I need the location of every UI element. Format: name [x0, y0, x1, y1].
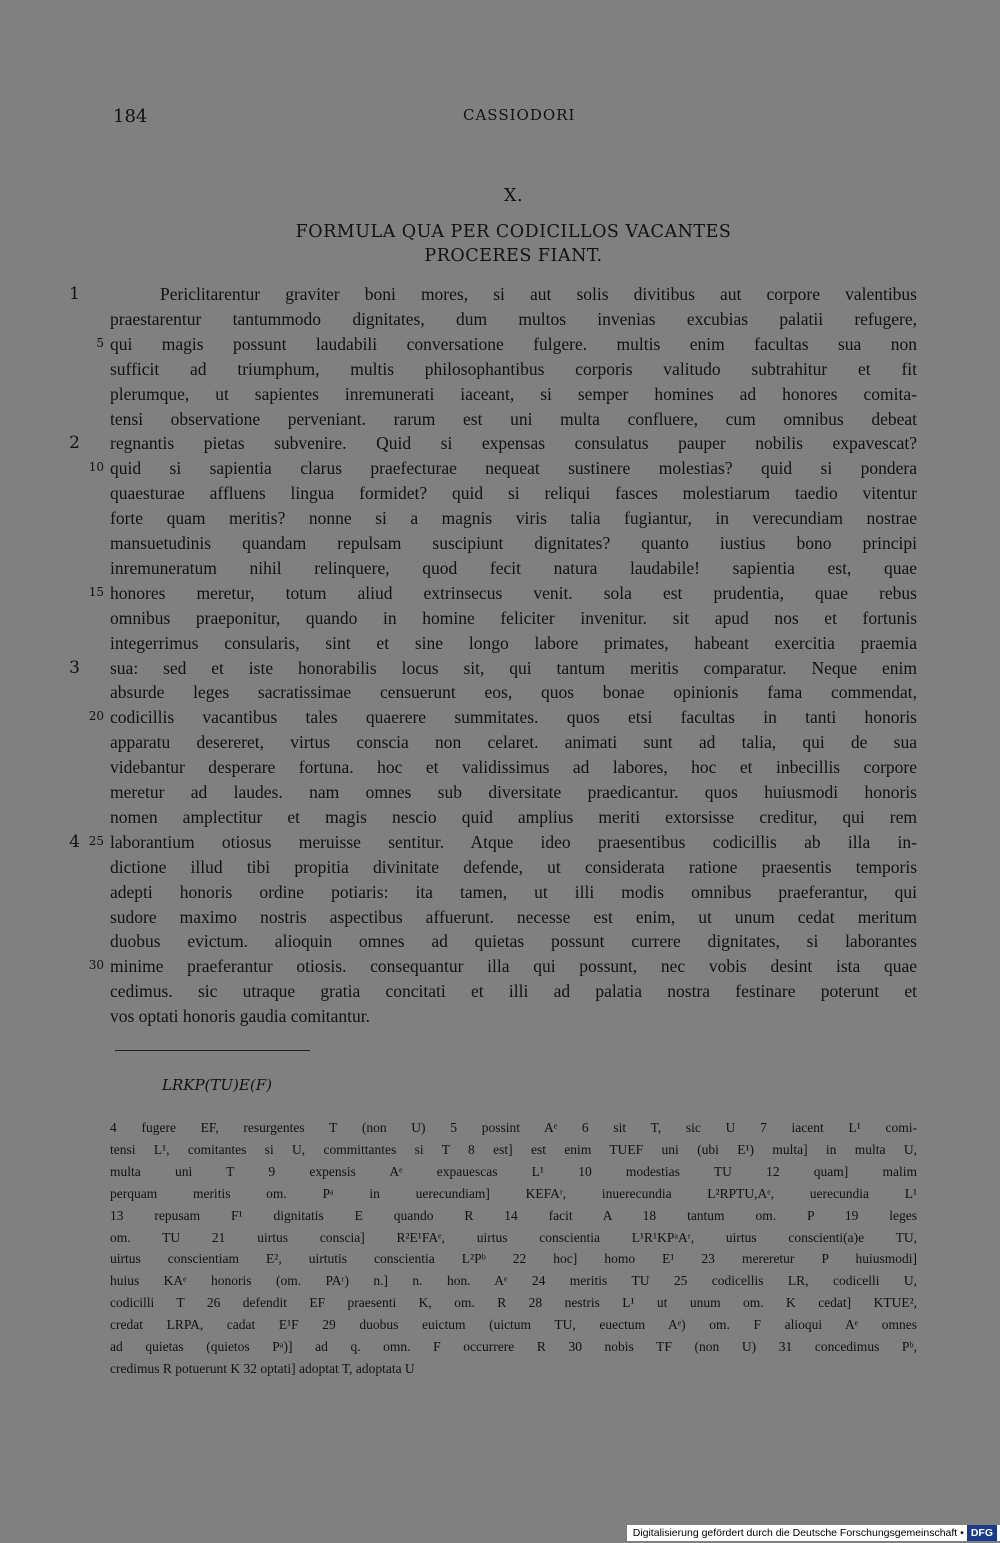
apparatus-line: 4 fugere EF, resurgentes T (non U) 5 possint Aᵉ 6 sit T, sic U 7 iacent L¹ comi-	[110, 1120, 917, 1135]
text-line: vos optati honoris gaudia comitantur.	[110, 1006, 371, 1027]
section-title-line-1: FORMULA QUA PER CODICILLOS VACANTES	[295, 222, 732, 242]
text-line: sudore maximo nostris aspectibus affuerunt. necesse est enim, ut unum cedat meritum	[110, 906, 917, 927]
page-number: 184	[113, 106, 148, 127]
text-line: inremuneratum nihil relinquere, quod fecit natura laudabile! sapientia est, quae	[110, 557, 917, 578]
apparatus-line: huius KAᵉ honoris (om. PAʳ) n.] n. hon. Aᵉ 24 meritis TU 25 codicellis LR, codicelli U,	[110, 1273, 917, 1289]
text-line: regnantis pietas subvenire. Quid si expensas consulatus pauper nobilis expavescat?	[110, 433, 917, 454]
text-line: Periclitarentur graviter boni mores, si aut solis divitibus aut corpore valentibus	[160, 284, 917, 304]
text-line: qui magis possunt laudabili conversatione fulgere. multis enim facultas sua non	[110, 333, 917, 354]
apparatus-line: 13 repusam F¹ dignitatis E quando R 14 facit A 18 tantum om. P 19 leges	[110, 1207, 917, 1223]
text-line: forte quam meritis? nonne si a magnis viris talia fugiantur, in verecundiam nostrae	[110, 508, 917, 529]
apparatus-line: tensi L¹, comitantes si U, committantes si T 8 est] est enim TUEF uni (ubi E¹) multa] in multa U,	[110, 1141, 917, 1157]
text-line: sufficit ad triumphum, multis philosophantibus corporis valitudo subtrahitur et fit	[110, 358, 917, 379]
section-number: X.	[503, 186, 524, 206]
text-line: honores meretur, totum aliud extrinsecus venit. sola est prudentia, quae rebus	[110, 582, 917, 603]
text-line: quid si sapientia clarus praefecturae nequeat sustinere molestias? quid si pondera	[110, 458, 917, 479]
footer-credit-text: Digitalisierung gefördert durch die Deutsche Forschungsgemeinschaft •	[632, 1527, 964, 1539]
apparatus-line: om. TU 21 uirtus conscia] R²E¹FAᵉ, uirtus conscientia L¹R¹KPᵃAʳ, uirtus conscienti(a)e TU,	[110, 1229, 917, 1245]
paragraph-number: 1	[69, 284, 80, 304]
text-line: tensi observatione perveniant. rarum est uni multa confluere, cum omnibus debeat	[110, 408, 917, 429]
text-line: sua: sed et iste honorabilis locus sit, qui tantum meritis comparatur. Neque enim	[110, 657, 917, 678]
line-number: 15	[88, 584, 104, 599]
text-line: minime praeferantur otiosis. consequantur illa qui possunt, nec vobis desint ista quae	[110, 956, 917, 977]
apparatus-line: codicilli T 26 defendit EF praesenti K, om. R 28 nestris L¹ ut unum om. K cedat] KTUE²,	[110, 1295, 917, 1311]
text-line: integerrimus consularis, sint et sine longo labore primates, habeant exercitia praemia	[110, 632, 917, 653]
text-line: codicillis vacantibus tales quaerere summitates. quos etsi facultas in tanti honoris	[110, 707, 917, 728]
apparatus-line: multa uni T 9 expensis Aᵉ expauescas L¹ 10 modestias TU 12 quam] malim	[110, 1163, 917, 1179]
text-line: nomen amplectitur et magis nescio quid amplius meriti extorsisse creditur, qui rem	[110, 806, 917, 827]
paragraph-number: 2	[69, 433, 80, 454]
line-number: 5	[96, 335, 104, 350]
footnote-separator	[115, 1050, 310, 1051]
paragraph-number: 4	[69, 831, 80, 852]
text-line: duobus evictum. alioquin omnes ad quietas possunt currere dignitates, si laborantes	[110, 931, 917, 952]
line-number: 20	[88, 709, 104, 724]
text-line: laborantium otiosus meruisse sentitur. Atque ideo praesentibus codicillis ab illa in-	[110, 831, 917, 852]
text-line: praestarentur tantummodo dignitates, dum multos invenias excubias palatii refugere,	[110, 308, 917, 329]
paragraph-number: 3	[69, 657, 80, 678]
text-line: mansuetudinis quandam repulsam suscipiunt dignitates? quanto iustius bono principi	[110, 533, 917, 553]
text-line: dictione illud tibi propitia divinitate defende, ut considerata ratione praesentis temporis	[110, 856, 917, 877]
text-line: plerumque, ut sapientes inremunerati iaceant, si semper homines ad honores comita-	[110, 383, 917, 404]
footer-credit	[627, 1525, 1000, 1541]
apparatus-line: credat LRPA, cadat E¹F 29 duobus euictum (uictum TU, euectum Aᵉ) om. F alioqui Aᵉ omnes	[110, 1317, 917, 1333]
apparatus-line: credimus R potuerunt K 32 optati] adoptat T, adoptata U	[110, 1360, 415, 1376]
dfg-logo: DFG	[967, 1525, 997, 1541]
text-line: adepti honoris ordine potiaris: ita tamen, ut illi modis omnibus praeferantur, qui	[110, 881, 917, 902]
apparatus-line: uirtus conscientiam E², uirtutis conscientia L²Pᵇ 22 hoc] homo E¹ 23 mereretur P huiusmodi]	[110, 1251, 917, 1267]
apparatus-line: perquam meritis om. Pᵃ in uerecundiam] KEFAʳ, inuerecundia L²RPTU,Aᵉ, uerecundia L¹	[110, 1185, 917, 1201]
text-line: apparatu desereret, virtus conscia non celaret. animati sunt ad talia, qui de sua	[110, 732, 917, 753]
manuscript-sigla: LRKP(TU)E(F)	[162, 1076, 272, 1094]
running-head: CASSIODORI	[463, 106, 576, 124]
line-number: 25	[88, 833, 104, 848]
text-line: meretur ad laudes. nam omnes sub diversitate praedicantur. quos huiusmodi honoris	[110, 782, 917, 802]
text-line: absurde leges sacratissimae censuerunt eos, quos bonae opinionis fama commendat,	[110, 682, 917, 703]
line-number: 30	[88, 958, 104, 973]
section-title-line-2: PROCERES FIANT.	[424, 246, 603, 266]
text-line: omnibus praeponitur, quando in homine feliciter invenitur. sit apud nos et fortunis	[110, 607, 917, 628]
text-line: videbantur desperare fortuna. hoc et validissimus ad labores, hoc et inbecillis corpore	[110, 757, 917, 778]
text-line: quaesturae affluens lingua formidet? quid si reliqui fasces molestiarum taedio vitentur	[110, 483, 917, 504]
apparatus-line: ad quietas (quietos Pᵃ)] ad q. omn. F occurrere R 30 nobis TF (non U) 31 concedimus Pᵇ,	[110, 1339, 917, 1354]
text-line: cedimus. sic utraque gratia concitati et illi ad palatia nostra festinare poterunt et	[110, 981, 917, 1002]
line-number: 10	[88, 460, 104, 475]
